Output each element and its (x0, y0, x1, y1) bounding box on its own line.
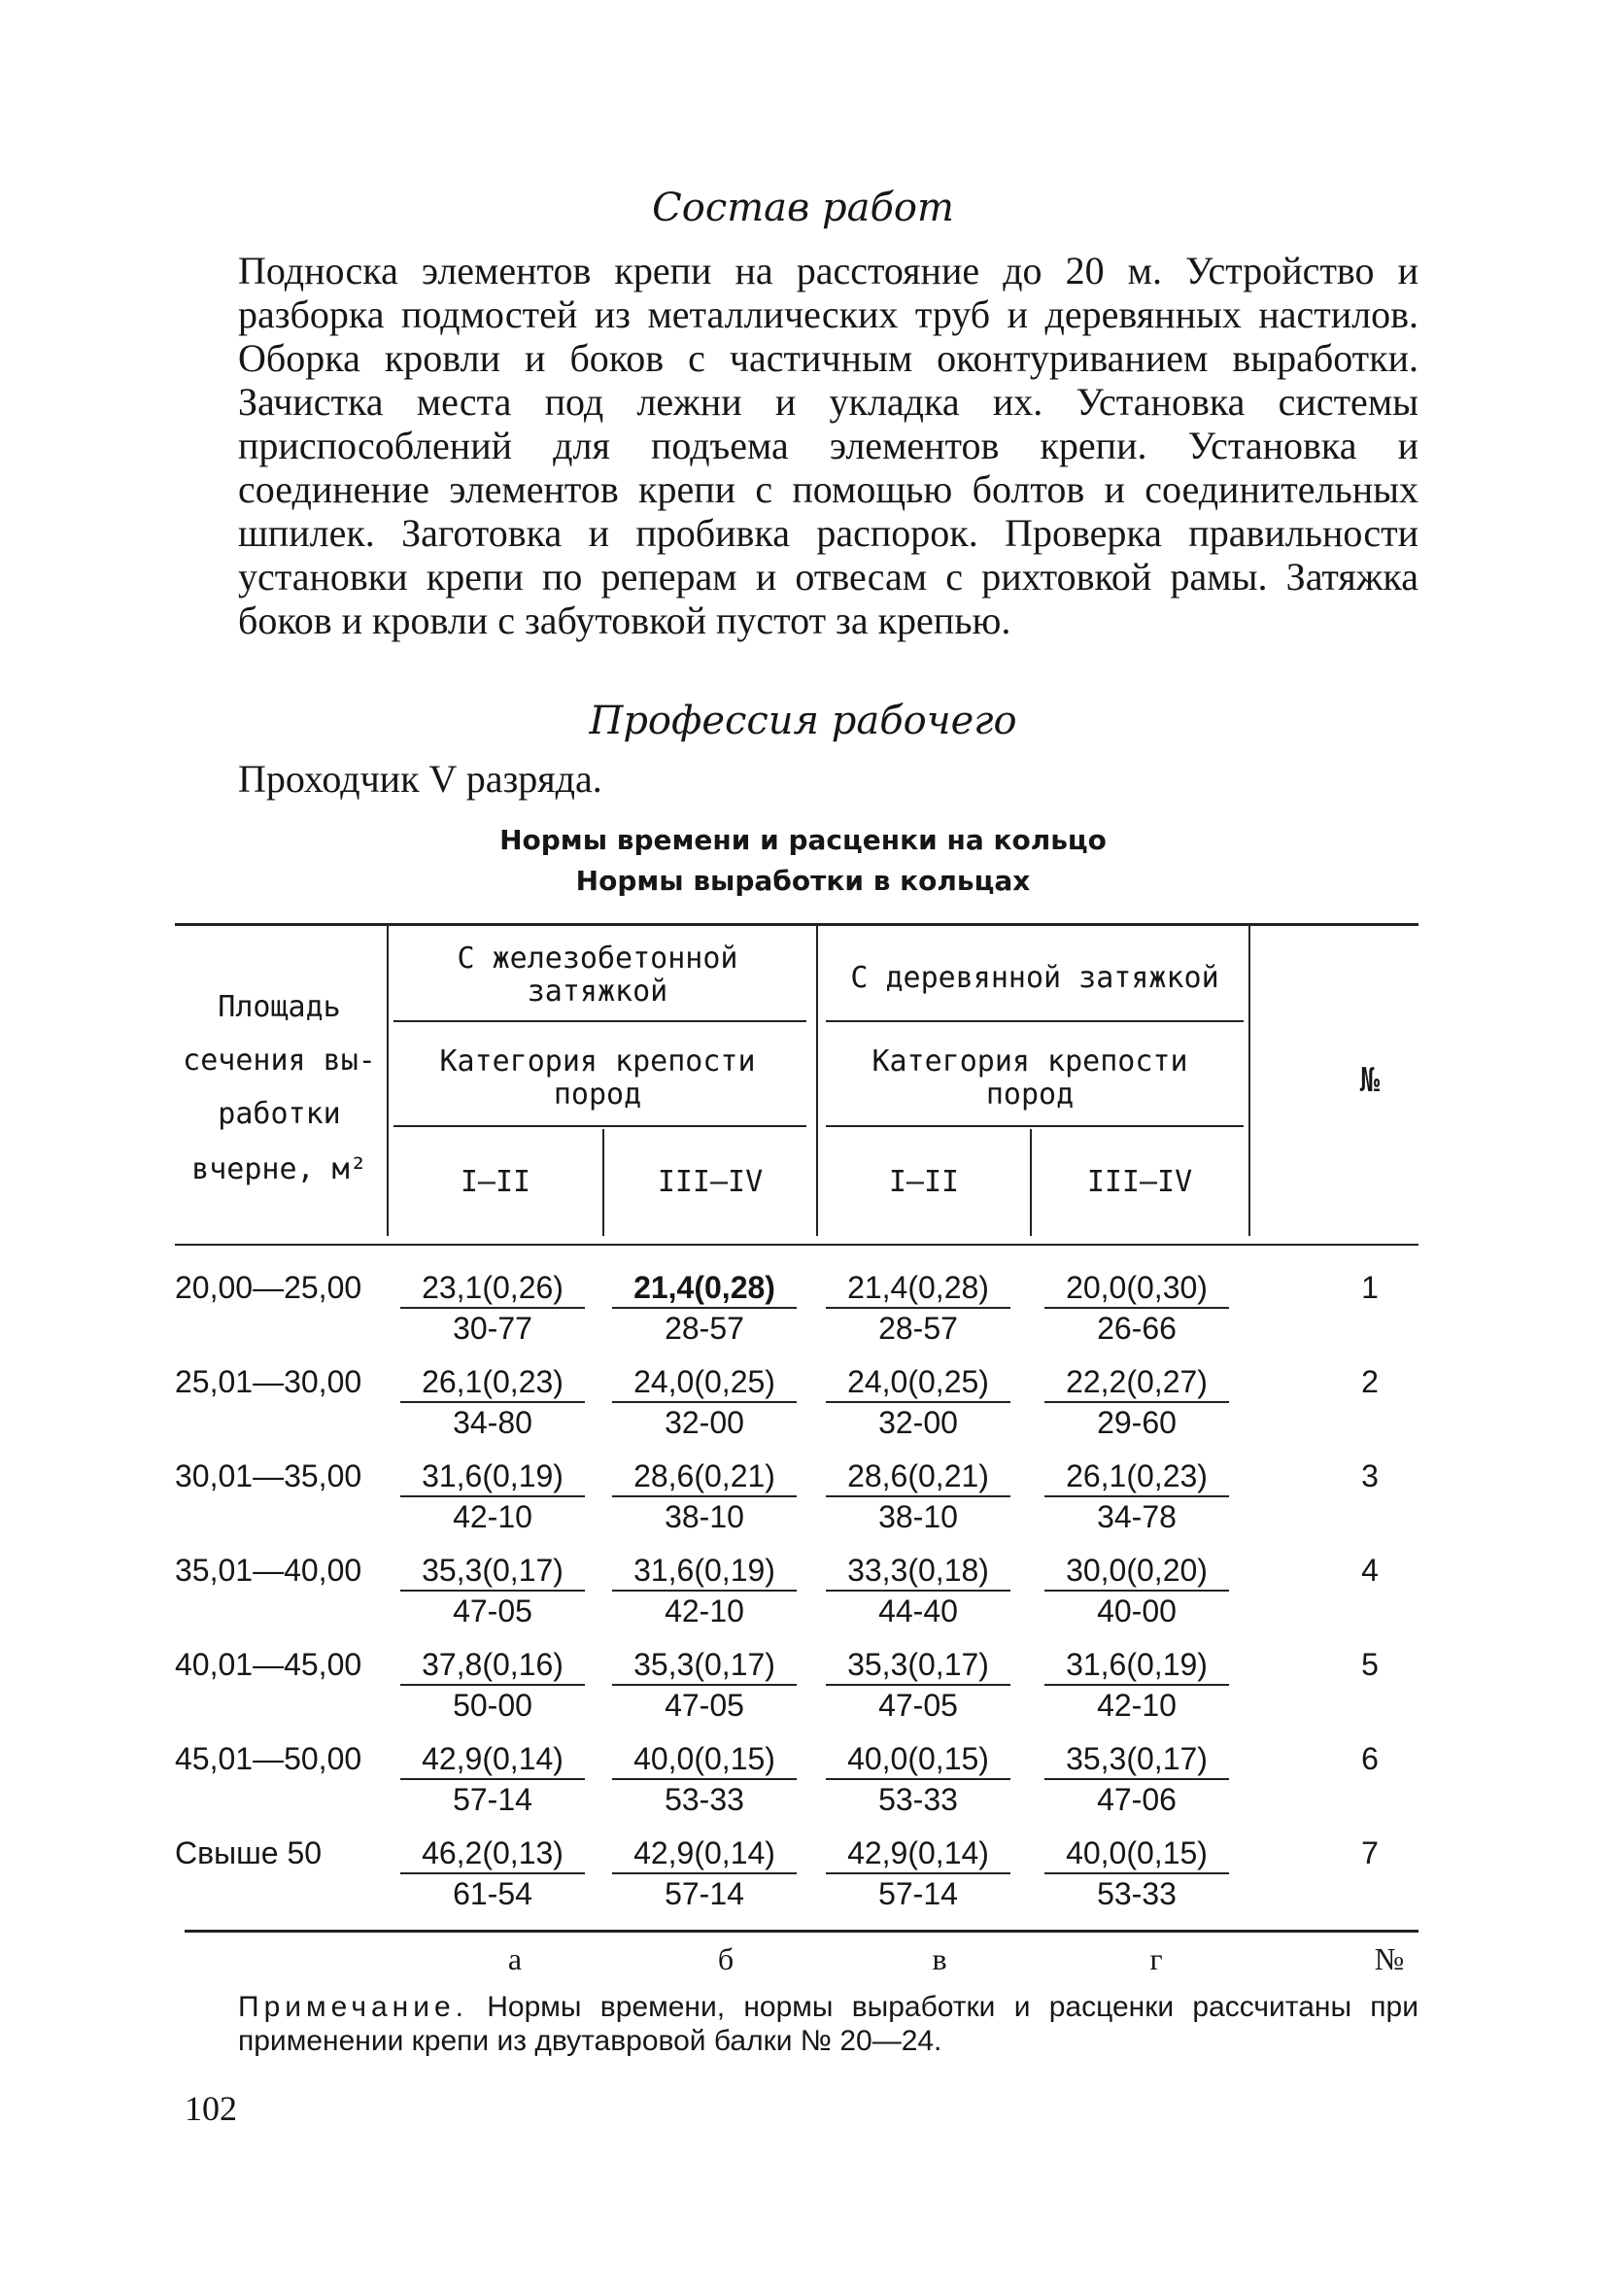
header-cat-a: I—II (460, 1165, 531, 1199)
cell-a-time: 42,9(0,14) (400, 1739, 585, 1780)
cell-b (612, 1645, 797, 1725)
row-number: 1 (1361, 1270, 1379, 1305)
footnote-text: Нормы времени, нормы выработки и расценки рассчитаны при применении крепи из двутавровой балки № 20—24. (238, 1991, 1418, 2057)
cell-d-time: 30,0(0,20) (1044, 1551, 1229, 1592)
cell-b-time: 40,0(0,15) (612, 1739, 797, 1780)
table-title-time: Нормы времени и расценки на кольцо (499, 824, 1107, 856)
table-row (175, 1739, 1418, 1833)
cell-c-output: 44-40 (878, 1593, 958, 1628)
cell-d (1044, 1362, 1229, 1442)
cell-a-time: 26,1(0,23) (400, 1362, 585, 1403)
page-number: 102 (185, 2089, 237, 2128)
col-divider-4 (1030, 1129, 1032, 1236)
cell-b-time: 21,4(0,28) (612, 1268, 797, 1309)
cell-c (826, 1456, 1010, 1536)
cell-d-output: 53-33 (1097, 1876, 1177, 1911)
header-group-concrete: С железобетонной затяжкой (457, 942, 738, 1009)
cell-a-time: 23,1(0,26) (400, 1268, 585, 1309)
letter-number: № (1374, 1941, 1405, 1976)
cell-c-time: 40,0(0,15) (826, 1739, 1010, 1780)
cell-b-time: 31,6(0,19) (612, 1551, 797, 1592)
table-row (175, 1833, 1418, 1928)
cell-b (612, 1456, 797, 1536)
cell-d (1044, 1268, 1229, 1348)
table-title-output: Нормы выработки в кольцах (575, 865, 1031, 897)
header-area-line-2: сечения вы- (183, 1044, 376, 1078)
table-row (175, 1645, 1418, 1739)
cell-a (400, 1833, 585, 1913)
cell-c-output: 53-33 (878, 1782, 958, 1817)
cell-d-time: 22,2(0,27) (1044, 1362, 1229, 1403)
cell-d-time: 31,6(0,19) (1044, 1645, 1229, 1686)
row-number: 6 (1361, 1741, 1379, 1776)
cell-b-time: 42,9(0,14) (612, 1833, 797, 1874)
row-number: 5 (1361, 1647, 1379, 1682)
cell-a (400, 1268, 585, 1348)
row-number: 7 (1361, 1835, 1379, 1870)
cell-c (826, 1362, 1010, 1442)
cell-b (612, 1833, 797, 1913)
row-number: 3 (1361, 1458, 1379, 1493)
cell-b-time: 35,3(0,17) (612, 1645, 797, 1686)
row-area: 45,01—50,00 (175, 1741, 362, 1776)
cell-a-time: 46,2(0,13) (400, 1833, 585, 1874)
cell-a-output: 47-05 (453, 1593, 532, 1628)
norms-table (175, 923, 1418, 1934)
row-number: 4 (1361, 1553, 1379, 1588)
cell-c (826, 1551, 1010, 1630)
footnote (238, 1990, 1418, 2058)
cell-c-time: 21,4(0,28) (826, 1268, 1010, 1309)
table-row (175, 1551, 1418, 1645)
letter-c: в (932, 1941, 947, 1976)
cell-c (826, 1739, 1010, 1819)
header-area-line-4: вчерне, м² (191, 1152, 367, 1186)
cell-b-output: 32-00 (665, 1405, 744, 1440)
cell-d-output: 47-06 (1097, 1782, 1177, 1817)
header-area-line-3: работки (218, 1097, 341, 1131)
cell-a-output: 61-54 (453, 1876, 532, 1911)
cell-a-output: 50-00 (453, 1688, 532, 1723)
cell-c-output: 38-10 (878, 1499, 958, 1534)
cell-c-output: 57-14 (878, 1876, 958, 1911)
cell-b (612, 1362, 797, 1442)
row-area: 40,01—45,00 (175, 1647, 362, 1682)
cell-d-output: 42-10 (1097, 1688, 1177, 1723)
cell-b-output: 57-14 (665, 1876, 744, 1911)
section-heading-profession: Профессия рабочего (589, 699, 1017, 743)
cell-c (826, 1833, 1010, 1913)
header-group-wood: С деревянной затяжкой (850, 961, 1219, 995)
cell-c-time: 42,9(0,14) (826, 1833, 1010, 1874)
header-category-wood: Категория крепости пород (871, 1045, 1188, 1112)
cell-a-output: 57-14 (453, 1782, 532, 1817)
profession-text: Проходчик V разряда. (238, 757, 602, 801)
cell-d-time: 20,0(0,30) (1044, 1268, 1229, 1309)
cell-c-output: 32-00 (878, 1405, 958, 1440)
letter-a: а (507, 1941, 523, 1976)
header-cat-b: III—IV (657, 1165, 764, 1199)
cell-a-time: 37,8(0,16) (400, 1645, 585, 1686)
cell-d-output: 26-66 (1097, 1311, 1177, 1346)
col-divider-1 (387, 923, 389, 1236)
cell-d-output: 29-60 (1097, 1405, 1177, 1440)
cell-a-output: 42-10 (453, 1499, 532, 1534)
table-bottom-rule (185, 1930, 1418, 1933)
cell-a-output: 34-80 (453, 1405, 532, 1440)
cell-b (612, 1551, 797, 1630)
cell-a (400, 1362, 585, 1442)
header-bottom-rule (175, 1244, 1418, 1246)
cell-b (612, 1268, 797, 1348)
cell-d-output: 40-00 (1097, 1593, 1177, 1628)
category-rule-wood (826, 1125, 1244, 1127)
col-divider-3b (816, 1129, 818, 1236)
header-category-concrete: Категория крепости пород (439, 1045, 756, 1112)
cell-d (1044, 1645, 1229, 1725)
cell-a-time: 35,3(0,17) (400, 1551, 585, 1592)
table-top-rule (175, 923, 1418, 926)
table-row (175, 1362, 1418, 1456)
row-number: 2 (1361, 1364, 1379, 1399)
row-area: 20,00—25,00 (175, 1270, 362, 1305)
cell-b-time: 28,6(0,21) (612, 1456, 797, 1497)
col-divider-5 (1248, 923, 1250, 1236)
cell-a (400, 1456, 585, 1536)
cell-a-output: 30-77 (453, 1311, 532, 1346)
cell-b-output: 47-05 (665, 1688, 744, 1723)
cell-d-time: 40,0(0,15) (1044, 1833, 1229, 1874)
cell-c-time: 35,3(0,17) (826, 1645, 1010, 1686)
cell-c (826, 1645, 1010, 1725)
table-row (175, 1456, 1418, 1551)
cell-d-time: 35,3(0,17) (1044, 1739, 1229, 1780)
cell-d (1044, 1456, 1229, 1536)
cell-b-output: 28-57 (665, 1311, 744, 1346)
column-letters (0, 1939, 1606, 1982)
cell-d-output: 34-78 (1097, 1499, 1177, 1534)
cell-a (400, 1645, 585, 1725)
cell-c-output: 28-57 (878, 1311, 958, 1346)
cell-a-time: 31,6(0,19) (400, 1456, 585, 1497)
cell-d (1044, 1833, 1229, 1913)
group-rule-wood (826, 1020, 1244, 1022)
letter-b: б (717, 1941, 735, 1976)
row-area: 25,01—30,00 (175, 1364, 362, 1399)
cell-b (612, 1739, 797, 1819)
header-cat-d: III—IV (1086, 1165, 1193, 1199)
cell-b-time: 24,0(0,25) (612, 1362, 797, 1403)
cell-a (400, 1551, 585, 1630)
cell-b-output: 42-10 (665, 1593, 744, 1628)
cell-c-time: 33,3(0,18) (826, 1551, 1010, 1592)
col-divider-3 (816, 923, 818, 1129)
header-number: № (1359, 1061, 1381, 1100)
cell-c-time: 24,0(0,25) (826, 1362, 1010, 1403)
category-rule-concrete (393, 1125, 806, 1127)
section-heading-work: Состав работ (652, 186, 954, 230)
row-area: Свыше 50 (175, 1835, 323, 1870)
cell-d (1044, 1551, 1229, 1630)
cell-a (400, 1739, 585, 1819)
work-description: Подноска элементов крепи на расстояние до 20 м. Устройство и разборка подмостей из металлических труб и деревянных настилов. Оборка кровли и боков с частичным оконтуриванием выработки. Зачистка места под лежни и укладка их. Установка системы приспособлений для подъема элементов крепи. Установка и соединение элементов крепи с помощью болтов и соединительных шпилек. Заготовка и пробивка распорок. Проверка правильности установки крепи по реперам и отвесам с рихтовкой рамы. Затяжка боков и кровли с забутовкой пустот за крепью. (238, 249, 1418, 642)
table-row (175, 1268, 1418, 1362)
footnote-lead: Примечание. (238, 1991, 468, 2023)
cell-b-output: 38-10 (665, 1499, 744, 1534)
group-rule-concrete (393, 1020, 806, 1022)
cell-d-time: 26,1(0,23) (1044, 1456, 1229, 1497)
cell-c-time: 28,6(0,21) (826, 1456, 1010, 1497)
row-area: 30,01—35,00 (175, 1458, 362, 1493)
cell-d (1044, 1739, 1229, 1819)
letter-d: г (1149, 1941, 1163, 1976)
header-cat-c: I—II (888, 1165, 960, 1199)
header-area-line-1: Площадь (218, 990, 341, 1024)
cell-c (826, 1268, 1010, 1348)
cell-c-output: 47-05 (878, 1688, 958, 1723)
cell-b-output: 53-33 (665, 1782, 744, 1817)
row-area: 35,01—40,00 (175, 1553, 362, 1588)
col-divider-2 (602, 1129, 604, 1236)
